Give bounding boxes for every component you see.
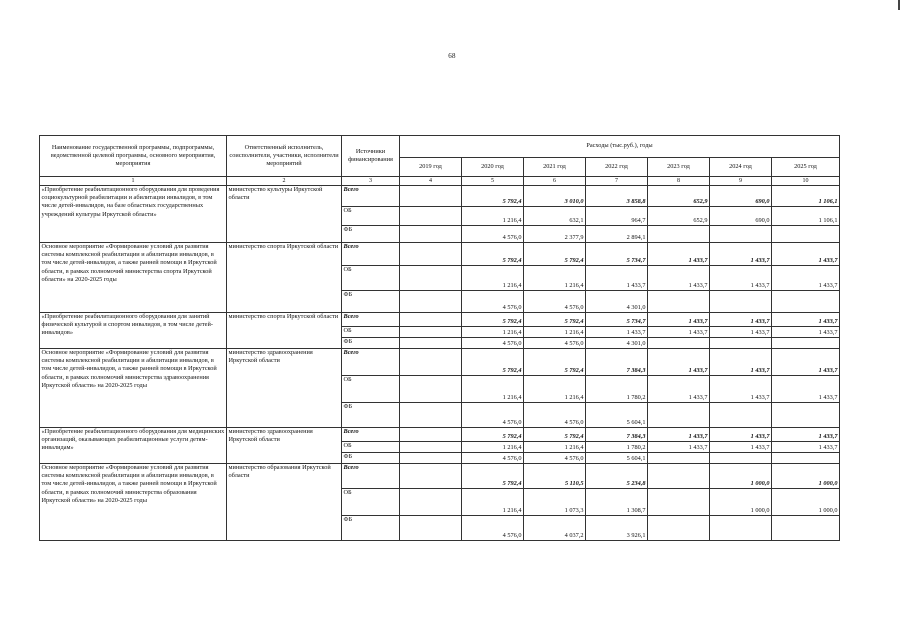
expense-value: 1 106,1 [772,186,840,207]
expense-value: 690,0 [710,186,772,207]
expense-value: 1 000,0 [710,489,772,516]
expense-value: 1 433,7 [710,442,772,453]
expense-value: 1 433,7 [648,327,710,338]
expense-value [648,226,710,243]
expense-value [648,489,710,516]
expense-value: 3 010,0 [524,186,586,207]
expense-value: 1 433,7 [710,376,772,403]
expense-value: 5 604,1 [586,453,648,464]
responsible-executor: министерство спорта Иркутской области [227,313,342,349]
expense-value: 1 433,7 [710,327,772,338]
column-number: 1 [40,177,227,186]
activity-name: «Приобретение реабилитационного оборудования для медицинских организаций, оказывающих реабилитационные услуги детям-инвалидам» [40,428,227,464]
header-year: 2024 год [710,158,772,177]
expense-value: 4 301,0 [586,291,648,313]
expense-value: 1 433,7 [586,266,648,291]
header-year: 2020 год [462,158,524,177]
expense-value: 4 037,2 [524,516,586,541]
column-number: 9 [710,177,772,186]
funding-source: ФБ [342,291,400,313]
expense-value [710,226,772,243]
expense-value [400,428,462,442]
expense-value [648,516,710,541]
column-number: 3 [342,177,400,186]
expense-value: 1 433,7 [772,266,840,291]
expense-value: 1 433,7 [772,428,840,442]
funding-source: ОБ [342,489,400,516]
expense-value: 5 792,4 [462,243,524,266]
expense-value: 5 792,4 [524,428,586,442]
expense-value: 1 216,4 [462,207,524,226]
expense-value [400,349,462,376]
scan-edge-mark [898,0,900,10]
table-row [40,464,840,489]
responsible-executor: министерство здравоохранения Иркутской области [227,428,342,464]
expense-value: 652,9 [648,186,710,207]
expense-value: 1 216,4 [462,442,524,453]
expense-value: 1 216,4 [524,266,586,291]
expense-value: 5 110,5 [524,464,586,489]
expense-value: 5 792,4 [524,243,586,266]
expense-value: 4 576,0 [462,516,524,541]
expense-value [400,403,462,428]
expense-value: 4 576,0 [524,338,586,349]
expense-value: 1 073,3 [524,489,586,516]
expense-value [400,243,462,266]
funding-source: ОБ [342,207,400,226]
expense-value: 5 792,4 [462,464,524,489]
expense-value: 1 433,7 [772,349,840,376]
expense-value: 1 433,7 [710,349,772,376]
expense-value [400,266,462,291]
expense-value [400,291,462,313]
expense-value [772,403,840,428]
expense-value: 632,1 [524,207,586,226]
expense-value [772,338,840,349]
header-sources: Источники финансирования [342,136,400,177]
expense-value [648,464,710,489]
expense-value: 5 792,4 [462,186,524,207]
expense-value [648,453,710,464]
responsible-executor: министерство спорта Иркутской области [227,243,342,313]
expense-value: 1 433,7 [586,327,648,338]
expense-value: 1 216,4 [524,327,586,338]
expense-value: 1 308,7 [586,489,648,516]
column-number: 10 [772,177,840,186]
expense-value [710,403,772,428]
expense-value: 4 576,0 [462,338,524,349]
funding-source: ОБ [342,376,400,403]
expense-value [710,291,772,313]
column-number: 5 [462,177,524,186]
table-row [40,349,840,376]
expense-value: 1 000,0 [710,464,772,489]
expense-value: 964,7 [586,207,648,226]
expense-value: 1 433,7 [772,313,840,327]
expense-value [772,291,840,313]
expense-value: 4 576,0 [524,403,586,428]
activity-name: «Приобретение реабилитационного оборудования для проведения социокультурной реабилитации и абилитации инвалидов, в том числе детей-инвалидов, на базе областных государственных учреждений культуры Иркутской области» [40,186,227,243]
expense-value: 5 792,4 [524,313,586,327]
expense-value: 5 234,8 [586,464,648,489]
responsible-executor: министерство культуры Иркутской области [227,186,342,243]
table-row [40,428,840,442]
expense-value: 1 433,7 [648,428,710,442]
column-number: 7 [586,177,648,186]
expense-value [772,226,840,243]
expense-value [400,453,462,464]
expense-value [400,442,462,453]
expense-value: 1 216,4 [462,266,524,291]
expense-value: 5 734,7 [586,313,648,327]
expense-value [710,516,772,541]
expense-value [400,327,462,338]
expense-value [710,338,772,349]
header-name: Наименование государственной программы, подпрограммы, ведомственной целевой программы, основного мероприятия, мероприятия [40,136,227,177]
funding-source: Всего [342,186,400,207]
expense-value [400,376,462,403]
activity-name: «Приобретение реабилитационного оборудования для занятий физической культурой и спортом инвалидов, в том числе детей-инвалидов» [40,313,227,349]
expense-value: 2 377,9 [524,226,586,243]
expense-value: 4 576,0 [524,291,586,313]
expense-value: 1 433,7 [772,376,840,403]
table-row [40,186,840,207]
expense-value [772,453,840,464]
expense-value: 7 384,3 [586,428,648,442]
activity-name: Основное мероприятие «Формирование условий для развития системы комплексной реабилитации и абилитации инвалидов, в том числе детей-инвалидов, а также ранней помощи в Иркутской области, в рамках полномочий министерства спорта Иркутской области» на 2020-2025 годы [40,243,227,313]
expense-value [772,516,840,541]
funding-source: Всего [342,464,400,489]
expense-value: 1 433,7 [648,266,710,291]
expense-value: 4 576,0 [524,453,586,464]
expense-value: 1 433,7 [648,442,710,453]
expense-value: 1 433,7 [710,428,772,442]
activity-name: Основное мероприятие «Формирование условий для развития системы комплексной реабилитации и абилитации инвалидов, в том числе детей-инвалидов, а также ранней помощи в Иркутской области, в рамках полномочий министерства образования Иркутской области» на 2020-2025 годы [40,464,227,541]
expense-value: 1 216,4 [462,327,524,338]
expense-value: 5 604,1 [586,403,648,428]
expense-value: 652,9 [648,207,710,226]
expense-value: 1 216,4 [462,376,524,403]
expense-value: 5 792,4 [462,349,524,376]
header-expenses: Расходы (тыс.руб.), годы [400,136,840,158]
column-number: 2 [227,177,342,186]
funding-source: ОБ [342,442,400,453]
budget-table [39,135,840,541]
expense-value: 1 780,2 [586,376,648,403]
page-number: 68 [448,52,456,60]
header-responsible: Ответственный исполнитель, соисполнители, участники, исполнители мероприятий [227,136,342,177]
header-year: 2021 год [524,158,586,177]
funding-source: Всего [342,243,400,266]
expense-value: 5 792,4 [462,428,524,442]
funding-source: ФБ [342,338,400,349]
expense-value [648,291,710,313]
expense-value [648,403,710,428]
header-year: 2023 год [648,158,710,177]
expense-value [400,226,462,243]
expense-value: 3 858,8 [586,186,648,207]
funding-source: ФБ [342,516,400,541]
expense-value: 4 576,0 [462,403,524,428]
expense-value: 1 433,7 [710,243,772,266]
expense-value: 1 000,0 [772,489,840,516]
expense-value: 7 384,3 [586,349,648,376]
funding-source: ФБ [342,226,400,243]
expense-value: 1 216,4 [524,376,586,403]
responsible-executor: министерство здравоохранения Иркутской области [227,349,342,428]
column-number: 6 [524,177,586,186]
funding-source: Всего [342,313,400,327]
expense-value: 1 000,0 [772,464,840,489]
expense-value: 5 792,4 [462,313,524,327]
expense-value [400,489,462,516]
expense-value: 4 576,0 [462,453,524,464]
expense-value: 1 433,7 [648,313,710,327]
expense-value: 1 216,4 [524,442,586,453]
expense-value: 3 926,1 [586,516,648,541]
expense-value: 1 433,7 [648,349,710,376]
expense-value: 1 433,7 [772,243,840,266]
funding-source: ОБ [342,266,400,291]
expense-value [400,516,462,541]
table-row [40,243,840,266]
funding-source: ФБ [342,403,400,428]
header-year: 2019 год [400,158,462,177]
expense-value: 1 433,7 [648,243,710,266]
expense-value: 1 433,7 [710,266,772,291]
expense-value [400,207,462,226]
funding-source: ОБ [342,327,400,338]
expense-value: 4 301,0 [586,338,648,349]
expense-value: 4 576,0 [462,291,524,313]
expense-value: 1 433,7 [648,376,710,403]
expense-value: 1 216,4 [462,489,524,516]
expense-value [400,338,462,349]
header-year: 2025 год [772,158,840,177]
expense-value: 5 734,7 [586,243,648,266]
funding-source: Всего [342,428,400,442]
expense-value [400,186,462,207]
header-year: 2022 год [586,158,648,177]
funding-source: ФБ [342,453,400,464]
expense-value [648,338,710,349]
table-row [40,313,840,327]
expense-value: 5 792,4 [524,349,586,376]
expense-value: 1 106,1 [772,207,840,226]
expense-value [400,313,462,327]
expense-value: 690,0 [710,207,772,226]
funding-source: Всего [342,349,400,376]
expense-value: 1 780,2 [586,442,648,453]
expense-value [400,464,462,489]
expense-value: 1 433,7 [772,442,840,453]
expense-value: 4 576,0 [462,226,524,243]
responsible-executor: министерство образования Иркутской области [227,464,342,541]
expense-value [710,453,772,464]
expense-value: 1 433,7 [710,313,772,327]
column-number: 8 [648,177,710,186]
activity-name: Основное мероприятие «Формирование условий для развития системы комплексной реабилитации и абилитации инвалидов, в том числе детей-инвалидов, а также ранней помощи в Иркутской области, в рамках полномочий министерства здравоохранения Иркутской области» на 2020-2025 годы [40,349,227,428]
expense-value: 1 433,7 [772,327,840,338]
expense-value: 2 894,1 [586,226,648,243]
column-number: 4 [400,177,462,186]
